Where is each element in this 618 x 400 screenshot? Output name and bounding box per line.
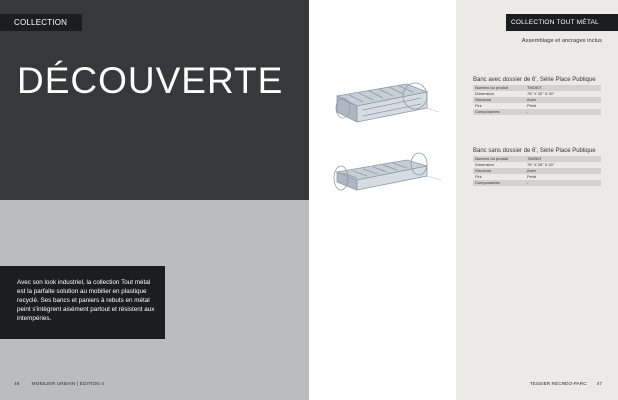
- table-row: [473, 180, 601, 186]
- spec-table: [473, 156, 601, 186]
- spec-label: Fini: [473, 174, 525, 180]
- product-images: [309, 0, 456, 400]
- spec-label: Composantes: [473, 109, 525, 115]
- spec-value: Acier: [525, 168, 601, 174]
- spec-table: [473, 85, 601, 115]
- spec-value: 76" X 32" X 30": [525, 91, 601, 97]
- page-number-right: 47: [596, 382, 602, 387]
- bench-with-back-image: [329, 78, 444, 130]
- footer-left: [14, 382, 104, 387]
- spec-label: Composantes: [473, 180, 525, 186]
- spec-label: Numéro du produit: [473, 156, 525, 162]
- collection-metal-tag: COLLECTION TOUT MÉTAL: [506, 14, 618, 31]
- right-page: [309, 0, 618, 400]
- spec-label: Dimension: [473, 162, 525, 168]
- spec-value: -: [525, 109, 601, 115]
- spec-value: 76" X 26" X 20": [525, 162, 601, 168]
- footer-left-text: MOBILIER URBAIN | ÉDITION 4: [31, 382, 104, 387]
- product-title: Banc sans dossier de 6', Série Place Publique: [473, 148, 596, 154]
- spec-value: Peint: [525, 103, 601, 109]
- bench-without-back-image: [329, 150, 444, 200]
- spec-label: Dimension: [473, 91, 525, 97]
- page-number-left: 46: [14, 382, 20, 387]
- table-row: [473, 109, 601, 115]
- spec-value: Acier: [525, 97, 601, 103]
- collection-description: Avec son look industriel, la collection Tout métal est la parfaite solution au mobilier en plastique recyclé. Ses bancs et paniers à rebuts en métal peint s'intègrent aisément partout et résistent aux intempéries.: [0, 266, 165, 339]
- footer-right: [530, 382, 602, 387]
- collection-tag: COLLECTION: [0, 14, 82, 31]
- footer-brand: TESSIER RÉCRÉO-PARC: [529, 382, 587, 387]
- product-spec-1: [473, 77, 601, 115]
- panel-subtitle: Assemblage et ancrages inclus: [521, 38, 602, 44]
- spec-label: Structure: [473, 168, 525, 174]
- info-panel: [456, 0, 618, 400]
- product-spec-2: [473, 148, 601, 186]
- spec-value: TM150T: [525, 85, 601, 91]
- product-title: Banc avec dossier de 6', Série Place Publique: [473, 77, 596, 83]
- spec-value: Peint: [525, 174, 601, 180]
- spec-value: -: [525, 180, 601, 186]
- spec-label: Fini: [473, 103, 525, 109]
- spec-label: Structure: [473, 97, 525, 103]
- page-title: DÉCOUVERTE: [17, 60, 284, 101]
- spec-label: Numéro du produit: [473, 85, 525, 91]
- spec-value: TM250T: [525, 156, 601, 162]
